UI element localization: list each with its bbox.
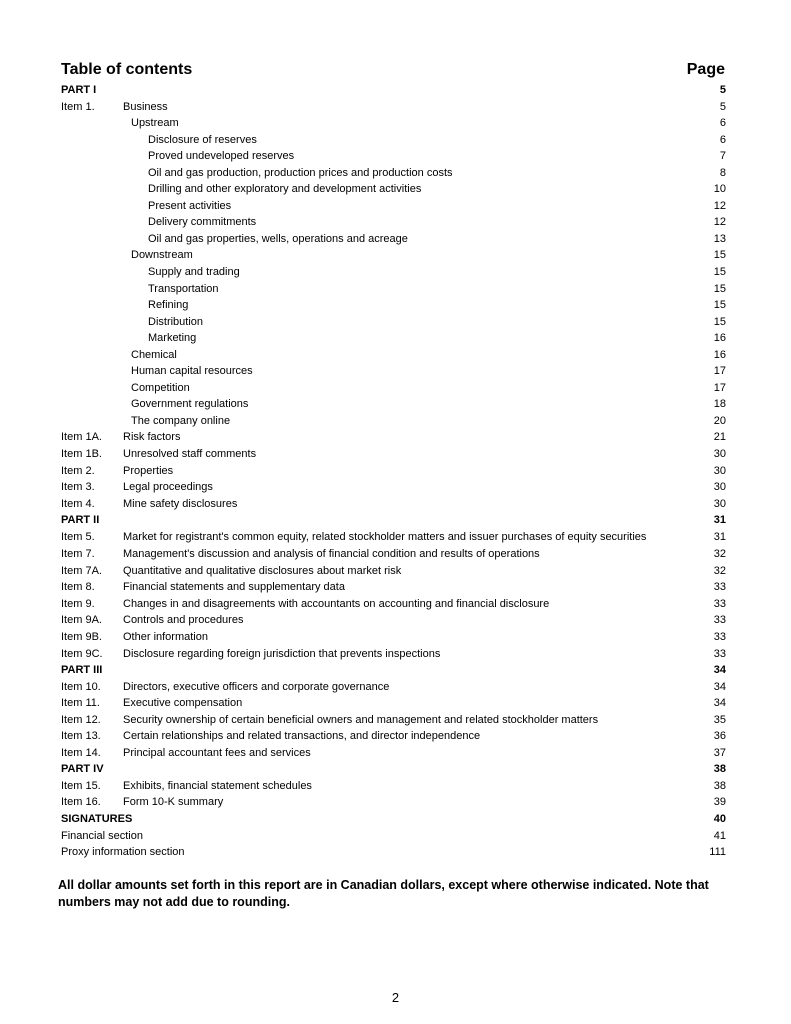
toc-entry-label[interactable]: Properties (123, 464, 174, 477)
toc-entry-label[interactable]: Oil and gas properties, wells, operations and acreage (148, 232, 408, 245)
toc-page-number: 41 (713, 829, 726, 842)
toc-row[interactable] (61, 529, 726, 547)
toc-page-number: 12 (713, 216, 726, 229)
toc-row[interactable] (61, 281, 726, 298)
toc-page-number: 30 (713, 481, 726, 494)
toc-entry-label[interactable]: Proxy information section (61, 846, 185, 859)
toc-row[interactable] (61, 314, 726, 331)
toc-entry-label[interactable]: Executive compensation (123, 697, 243, 710)
toc-page-number: 5 (719, 100, 726, 113)
toc-entry-label[interactable]: Changes in and disagreements with accountants on accounting and financial disclosure (123, 597, 550, 610)
toc-page-number: 6 (719, 117, 726, 130)
toc-entry-label[interactable]: Delivery commitments (148, 216, 257, 229)
toc-entry-label[interactable]: Supply and trading (148, 266, 240, 279)
toc-entry-label[interactable]: Distribution (148, 315, 204, 328)
toc-row[interactable] (61, 198, 726, 215)
toc-page-number: 111 (709, 846, 726, 859)
page-column-heading: Page (686, 61, 725, 78)
toc-entry-label[interactable]: Transportation (148, 282, 219, 295)
toc-page-number: 30 (713, 497, 726, 510)
toc-item-number: Item 9. (61, 597, 95, 610)
toc-row[interactable] (61, 629, 726, 646)
toc-item-number: Item 14. (61, 746, 101, 759)
toc-entry-label[interactable]: The company online (131, 414, 231, 427)
toc-row[interactable] (61, 214, 726, 231)
toc-row[interactable] (61, 463, 726, 480)
toc-page-number: 39 (713, 796, 726, 809)
toc-entry-label[interactable]: Directors, executive officers and corporate governance (123, 680, 390, 693)
toc-item-number: Item 1. (61, 100, 95, 113)
toc-page-number: 33 (713, 597, 726, 610)
toc-item-number: Item 5. (61, 530, 95, 543)
toc-row[interactable] (61, 596, 726, 613)
toc-page-number: 8 (719, 166, 726, 179)
toc-header (61, 61, 725, 81)
toc-entry-label[interactable]: Financial section (61, 829, 143, 842)
toc-page-number: 10 (713, 183, 726, 196)
toc-row[interactable] (61, 728, 726, 745)
toc-row[interactable] (61, 778, 726, 795)
toc-item-number: Item 13. (61, 730, 101, 743)
toc-row[interactable] (61, 811, 726, 828)
toc-entry-label[interactable]: Other information (123, 631, 208, 643)
toc-page-number: 32 (713, 564, 726, 577)
toc-row[interactable] (61, 745, 726, 762)
toc-item-number: Item 11. (61, 697, 100, 710)
toc-page-number: 36 (713, 730, 726, 743)
toc-row[interactable] (61, 496, 726, 513)
toc-page-number: 5 (719, 84, 726, 96)
toc-item-number: Item 7A. (61, 564, 102, 577)
toc-row[interactable] (61, 297, 726, 314)
toc-item-number: Item 1A. (61, 431, 102, 444)
toc-row[interactable] (61, 794, 726, 811)
toc-page-number: 32 (713, 548, 726, 561)
toc-row[interactable] (61, 264, 726, 281)
toc-row[interactable] (61, 82, 726, 99)
toc-row[interactable] (61, 679, 726, 696)
toc-entry-label[interactable]: Marketing (148, 332, 197, 345)
toc-entry-label[interactable]: Principal accountant fees and services (123, 746, 311, 759)
toc-page-number: 33 (713, 581, 726, 594)
toc-row[interactable] (61, 231, 726, 248)
toc-entry-label[interactable]: Risk factors (123, 431, 181, 444)
toc-entry-label[interactable]: Security ownership of certain beneficial owners and management and related stockholder matters (123, 713, 599, 726)
toc-row[interactable] (61, 844, 726, 861)
toc-row[interactable] (61, 330, 726, 347)
toc-item-number: Item 9C. (61, 647, 103, 660)
toc-row[interactable] (61, 646, 726, 663)
toc-item-number: Item 1B. (61, 448, 102, 461)
toc-item-number: Item 4. (61, 497, 95, 510)
toc-page-number: 17 (713, 381, 726, 394)
table-of-contents (61, 82, 726, 861)
toc-page-number: 34 (713, 680, 726, 693)
toc-page-number: 31 (713, 530, 726, 543)
toc-page-number: 7 (719, 150, 726, 163)
toc-row[interactable] (61, 115, 726, 132)
toc-page-number: 37 (713, 746, 726, 759)
toc-entry-label[interactable]: Certain relationships and related transactions, and director independence (123, 730, 481, 743)
toc-entry-label[interactable]: Financial statements and supplementary data (123, 581, 345, 594)
toc-page-number: 21 (713, 431, 726, 444)
toc-row[interactable] (61, 181, 726, 198)
toc-row[interactable] (61, 429, 726, 446)
toc-entry-label[interactable]: Disclosure regarding foreign jurisdiction that prevents inspections (123, 647, 441, 660)
toc-item-number: Item 2. (61, 464, 95, 477)
toc-page-number: 34 (713, 664, 726, 677)
toc-row[interactable] (61, 446, 726, 463)
toc-entry-label[interactable]: Mine safety disclosures (123, 497, 238, 510)
toc-row[interactable] (61, 828, 726, 845)
currency-note: All dollar amounts set forth in this report are in Canadian dollars, except where otherwise indicated. Note that numbers may not add due to rounding. (58, 878, 709, 909)
toc-row[interactable] (61, 695, 726, 712)
toc-page-number: 33 (713, 614, 726, 627)
toc-item-number: Item 15. (61, 779, 101, 792)
toc-item-number: Item 16. (61, 796, 101, 809)
toc-item-number: Item 9A. (61, 614, 102, 627)
toc-row[interactable] (61, 132, 726, 149)
toc-entry-label[interactable]: Present activities (148, 199, 232, 212)
toc-row[interactable] (61, 347, 726, 364)
toc-entry-label[interactable]: Business (123, 100, 168, 113)
toc-row[interactable] (61, 363, 726, 380)
toc-row[interactable] (61, 761, 726, 778)
toc-entry-label[interactable]: Proved undeveloped reserves (148, 150, 295, 163)
toc-entry-label[interactable]: Downstream (131, 249, 193, 262)
toc-page-number: 35 (713, 713, 726, 726)
toc-entry-label[interactable]: PART II (61, 514, 100, 527)
toc-row[interactable] (61, 99, 726, 116)
page-title: Table of contents (61, 61, 193, 78)
toc-row[interactable] (61, 512, 726, 529)
toc-entry-label[interactable]: PART IV (61, 763, 104, 776)
toc-entry-label[interactable]: Refining (148, 299, 189, 312)
toc-entry-label[interactable]: Form 10-K summary (123, 796, 224, 809)
toc-row[interactable] (61, 247, 726, 264)
toc-entry-label[interactable]: Oil and gas production, production prices and production costs (148, 166, 453, 179)
toc-row[interactable] (61, 546, 726, 563)
toc-entry-label[interactable]: Exhibits, financial statement schedules (123, 779, 312, 792)
toc-row[interactable] (61, 165, 726, 182)
toc-page-number: 15 (713, 299, 726, 312)
toc-entry-label[interactable]: Human capital resources (131, 365, 253, 378)
toc-entry-label[interactable]: Chemical (131, 348, 177, 361)
toc-page-number: 12 (713, 199, 726, 212)
toc-page-number: 31 (713, 514, 726, 527)
toc-entry-label[interactable]: PART III (61, 664, 103, 677)
toc-page-number: 34 (713, 697, 726, 710)
toc-page-number: 33 (713, 631, 726, 643)
toc-entry-label[interactable]: Management's discussion and analysis of financial condition and results of operations (123, 548, 540, 561)
toc-page-number: 38 (713, 763, 726, 776)
toc-row[interactable] (61, 396, 726, 413)
toc-row[interactable] (61, 579, 726, 596)
toc-item-number: Item 12. (61, 713, 101, 726)
toc-row[interactable] (61, 380, 726, 397)
page-number: 2 (391, 990, 400, 1005)
toc-entry-label[interactable]: Legal proceedings (123, 481, 213, 494)
toc-entry-label[interactable]: PART I (61, 84, 97, 96)
toc-row[interactable] (61, 563, 726, 580)
toc-page-number: 15 (713, 282, 726, 295)
toc-page-number: 33 (713, 647, 726, 660)
toc-page-number: 40 (713, 813, 726, 826)
toc-page-number: 17 (713, 365, 726, 378)
toc-entry-label[interactable]: Market for registrant's common equity, related stockholder matters and issuer purchases of equity securities (123, 530, 647, 543)
toc-entry-label[interactable]: Government regulations (131, 398, 249, 411)
toc-item-number: Item 7. (61, 548, 95, 561)
toc-entry-label[interactable]: Controls and procedures (123, 614, 244, 627)
toc-item-number: Item 9B. (61, 631, 102, 643)
toc-row[interactable] (61, 413, 726, 430)
toc-page-number: 6 (719, 133, 726, 146)
toc-row[interactable] (61, 662, 726, 679)
toc-page-number: 15 (713, 315, 726, 328)
toc-page-number: 15 (713, 266, 726, 279)
toc-entry-label[interactable]: Competition (131, 381, 190, 394)
toc-row[interactable] (61, 479, 726, 496)
toc-page-number: 13 (713, 232, 726, 245)
toc-page-number: 18 (713, 398, 726, 411)
toc-entry-label[interactable]: Quantitative and qualitative disclosures about market risk (123, 564, 402, 577)
toc-page-number: 30 (713, 464, 726, 477)
toc-row[interactable] (61, 612, 726, 629)
toc-page-number: 38 (713, 779, 726, 792)
toc-entry-label[interactable]: SIGNATURES (61, 813, 133, 826)
toc-page-number: 30 (713, 448, 726, 461)
toc-page-number: 15 (713, 249, 726, 262)
toc-page-number: 16 (713, 348, 726, 361)
toc-entry-label[interactable]: Drilling and other exploratory and development activities (148, 183, 422, 196)
toc-entry-label[interactable]: Unresolved staff comments (123, 448, 257, 461)
toc-row[interactable] (61, 148, 726, 165)
toc-entry-label[interactable]: Disclosure of reserves (148, 133, 257, 146)
toc-item-number: Item 3. (61, 481, 95, 494)
toc-row[interactable] (61, 712, 726, 729)
toc-item-number: Item 10. (61, 680, 101, 693)
toc-page-number: 16 (713, 332, 726, 345)
toc-item-number: Item 8. (61, 581, 95, 594)
toc-entry-label[interactable]: Upstream (131, 117, 179, 130)
toc-page-number: 20 (713, 414, 726, 427)
